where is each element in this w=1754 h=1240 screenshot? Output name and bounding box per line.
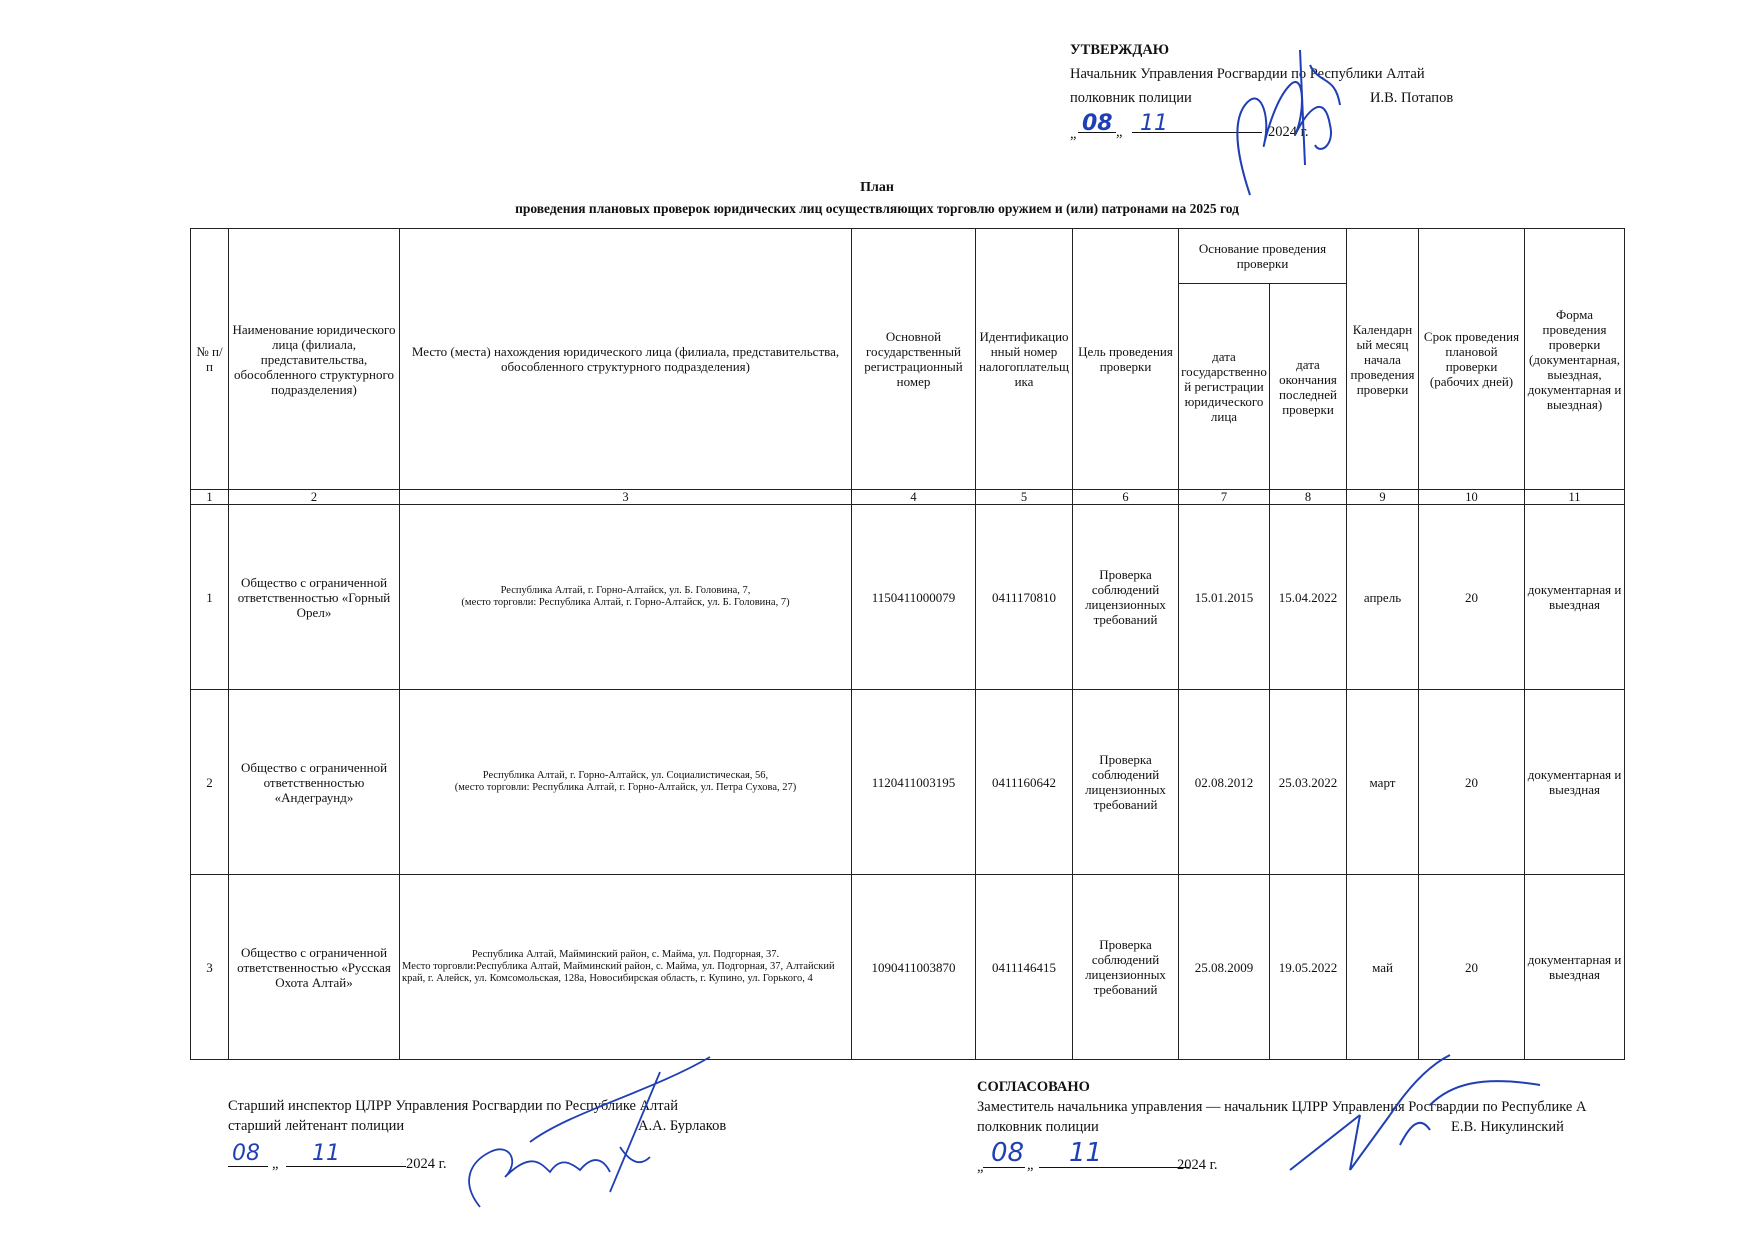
agreed-date-month: 11	[1069, 1138, 1103, 1168]
inspector-date-day: 08	[232, 1141, 260, 1166]
column-number: 6	[1073, 490, 1179, 505]
approval-date-month: 11	[1140, 111, 1168, 136]
plan-table	[190, 228, 1625, 1060]
agreed-block: СОГЛАСОВАНО Заместитель начальника управления — начальник ЦЛРР Управления Росгвардии по Республике А полковник полиции Е.В. Никулинский „ 08 „ 11 2024 г.	[977, 1077, 1637, 1179]
header-duration: Срок проведения плановой проверки (рабочих дней)	[1419, 229, 1525, 490]
row-form: документарная и выездная	[1525, 875, 1625, 1060]
row-last-check: 25.03.2022	[1270, 690, 1347, 875]
row-address-line: Республика Алтай, г. Горно-Алтайск, ул. Б. Головина, 7,	[500, 585, 751, 596]
plan-subtitle: проведения плановых проверок юридических лиц осуществляющих торговлю оружием и (или) патронами на 2025 год	[515, 201, 1239, 216]
row-number: 3	[191, 875, 229, 1060]
table-row	[191, 875, 1625, 1060]
column-number: 11	[1525, 490, 1625, 505]
row-address-line: Республика Алтай, г. Горно-Алтайск, ул. Социалистическая, 56,	[482, 770, 769, 781]
row-last-check: 15.04.2022	[1270, 505, 1347, 690]
row-address	[400, 690, 852, 875]
row-inn: 0411160642	[976, 690, 1073, 875]
row-address-trade: Место торговли:Республика Алтай, Майминский район, с. Майма, ул. Подгорная, 37, Алтайский край, г. Алейск, ул. Комсомольская, 128а, Новосибирская область, г. Купино, ул. Горького, 4	[402, 961, 835, 984]
row-name: Общество с ограниченной ответственностью «Русская Охота Алтай»	[229, 875, 400, 1060]
row-address	[400, 505, 852, 690]
row-purpose: Проверка соблюдений лицензионных требований	[1073, 690, 1179, 875]
row-days: 20	[1419, 875, 1525, 1060]
inspector-position: Старший инспектор ЦЛРР Управления Росгвардии по Республике Алтай	[228, 1098, 679, 1114]
row-ogrn: 1090411003870	[852, 875, 976, 1060]
column-number: 8	[1270, 490, 1347, 505]
header-last-check: дата окончания последней проверки	[1270, 284, 1347, 490]
header-number: № п/п	[191, 229, 229, 490]
approval-rank: полковник полиции	[1070, 90, 1192, 106]
column-number: 10	[1419, 490, 1525, 505]
inspector-rank: старший лейтенант полиции	[228, 1118, 405, 1134]
inspector-signature	[420, 1052, 720, 1212]
row-number: 1	[191, 505, 229, 690]
inspector-name: А.А. Бурлаков	[638, 1118, 727, 1134]
agreed-signature	[1280, 1045, 1560, 1175]
column-number: 2	[229, 490, 400, 505]
table-row	[191, 690, 1625, 875]
approval-position: Начальник Управления Росгвардии по Республики Алтай	[1070, 66, 1425, 82]
row-form: документарная и выездная	[1525, 690, 1625, 875]
header-reg-date: дата государственной регистрации юридического лица	[1179, 284, 1270, 490]
row-days: 20	[1419, 505, 1525, 690]
inspector-date-year: 2024 г.	[406, 1156, 447, 1172]
row-ogrn: 1150411000079	[852, 505, 976, 690]
header-basis: Основание проведения проверки	[1179, 229, 1347, 284]
row-number: 2	[191, 690, 229, 875]
row-purpose: Проверка соблюдений лицензионных требований	[1073, 505, 1179, 690]
row-inn: 0411170810	[976, 505, 1073, 690]
row-address-trade: (место торговли: Республика Алтай, г. Горно-Алтайск, ул. Б. Головина, 7)	[461, 597, 790, 608]
approval-date-year: 2024 г.	[1268, 124, 1309, 140]
column-number: 1	[191, 490, 229, 505]
agreed-rank: полковник полиции	[977, 1119, 1099, 1135]
column-number: 4	[852, 490, 976, 505]
agreed-name: Е.В. Никулинский	[1451, 1119, 1564, 1135]
agreed-date-day: 08	[991, 1138, 1025, 1168]
row-month: март	[1347, 690, 1419, 875]
header-inn: Идентификационный номер налогоплательщика	[976, 229, 1073, 490]
agreed-position: Заместитель начальника управления — начальник ЦЛРР Управления Росгвардии по Республике А	[977, 1099, 1587, 1115]
row-days: 20	[1419, 690, 1525, 875]
row-address-trade: (место торговли: Республика Алтай, г. Горно-Алтайск, ул. Петра Сухова, 27)	[454, 782, 797, 793]
agreed-date-year: 2024 г.	[1177, 1157, 1218, 1173]
header-address: Место (места) нахождения юридического лица (филиала, представительства, обособленного структурного подразделения)	[400, 229, 852, 490]
row-reg-date: 02.08.2012	[1179, 690, 1270, 875]
column-number: 9	[1347, 490, 1419, 505]
row-last-check: 19.05.2022	[1270, 875, 1347, 1060]
row-address	[400, 875, 852, 1060]
column-number: 3	[400, 490, 852, 505]
row-reg-date: 25.08.2009	[1179, 875, 1270, 1060]
header-form: Форма проведения проверки (документарная, выездная, документарная и выездная)	[1525, 229, 1625, 490]
approval-heading: УТВЕРЖДАЮ	[1070, 42, 1170, 58]
inspector-date-month: 11	[312, 1141, 340, 1166]
column-number-row	[191, 490, 1625, 505]
row-name: Общество с ограниченной ответственностью «Андеграунд»	[229, 690, 400, 875]
approval-date-day: 08	[1082, 111, 1113, 136]
row-month: май	[1347, 875, 1419, 1060]
plan-title: План	[860, 180, 894, 195]
table-row	[191, 505, 1625, 690]
row-reg-date: 15.01.2015	[1179, 505, 1270, 690]
inspector-block: Старший инспектор ЦЛРР Управления Росгвардии по Республике Алтай старший лейтенант полиции А.А. Бурлаков 08 „ 11 2024 г.	[228, 1096, 768, 1178]
row-month: апрель	[1347, 505, 1419, 690]
header-purpose: Цель проведения проверки	[1073, 229, 1179, 490]
approval-block: УТВЕРЖДАЮ Начальник Управления Росгвардии по Республики Алтай полковник полиции И.В. Потапов „ 08 „ 11 2024 г.	[1070, 38, 1690, 144]
agreed-heading: СОГЛАСОВАНО	[977, 1079, 1090, 1095]
row-name: Общество с ограниченной ответственностью «Горный Орел»	[229, 505, 400, 690]
row-ogrn: 1120411003195	[852, 690, 976, 875]
row-form: документарная и выездная	[1525, 505, 1625, 690]
header-ogrn: Основной государственный регистрационный номер	[852, 229, 976, 490]
row-inn: 0411146415	[976, 875, 1073, 1060]
header-month: Календарный месяц начала проведения проверки	[1347, 229, 1419, 490]
row-purpose: Проверка соблюдений лицензионных требований	[1073, 875, 1179, 1060]
approval-name: И.В. Потапов	[1370, 90, 1454, 106]
row-address-line: Республика Алтай, Майминский район, с. Майма, ул. Подгорная, 37.	[471, 949, 780, 960]
column-number: 5	[976, 490, 1073, 505]
header-name: Наименование юридического лица (филиала, представительства, обособленного структурного подразделения)	[229, 229, 400, 490]
column-number: 7	[1179, 490, 1270, 505]
